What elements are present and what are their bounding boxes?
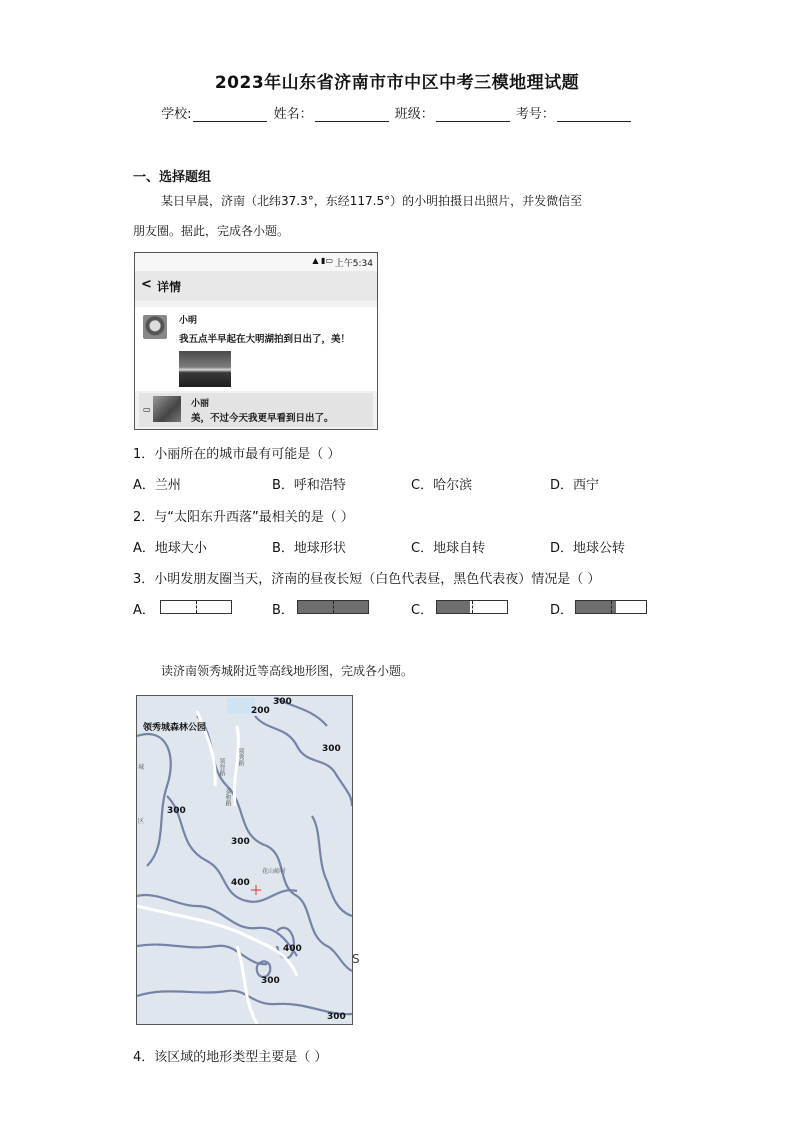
q3-option-b[interactable]: B． bbox=[272, 603, 294, 618]
school-label: 学校: bbox=[161, 107, 192, 122]
q1-option-b[interactable]: B．呼和浩特 bbox=[272, 478, 346, 493]
question-2-stem: 2．与“太阳东升西落”最相关的是（ ） bbox=[133, 510, 354, 525]
contour-label-300-corner: 300 bbox=[327, 1012, 346, 1022]
midline bbox=[333, 601, 334, 613]
night-fill bbox=[437, 601, 470, 613]
q3-bar-a bbox=[160, 600, 232, 614]
class-blank[interactable] bbox=[436, 109, 510, 122]
exam-title: 2023年山东省济南市市中区中考三模地理试题 bbox=[214, 73, 580, 93]
student-info-line bbox=[0, 103, 794, 122]
intro-line-1: 某日早晨，济南（北纬37.3°，东经117.5°）的小明拍摄日出照片，并发微信至 bbox=[161, 194, 583, 208]
q1-option-d[interactable]: D．西宁 bbox=[550, 478, 600, 493]
name-blank[interactable] bbox=[315, 109, 389, 122]
poster-name: 小明 bbox=[179, 316, 198, 326]
name-label: 姓名： bbox=[273, 107, 313, 122]
contour-label-300-low: 300 bbox=[261, 976, 280, 986]
q2-option-b[interactable]: B．地球形状 bbox=[272, 541, 346, 556]
intro-paragraph-2: 读济南领秀城附近等高线地形图，完成各小题。 bbox=[161, 664, 414, 678]
phone-status-bar bbox=[135, 253, 377, 271]
header-title: 详情 bbox=[157, 280, 182, 294]
phone-header bbox=[135, 271, 377, 301]
comment-text: 美，不过今天我更早看到日出了。 bbox=[191, 413, 334, 424]
contour-label-300-right: 300 bbox=[322, 744, 341, 754]
contour-map-figure bbox=[136, 695, 353, 1025]
road-label-3: 泰和路 bbox=[224, 788, 231, 806]
west-label-2: 区 bbox=[138, 818, 145, 825]
wechat-screenshot-figure bbox=[134, 252, 378, 430]
comment-icon: ▭ bbox=[143, 405, 151, 414]
contour-label-400-b: 400 bbox=[283, 944, 302, 954]
village-label: 花山峪村 bbox=[262, 868, 287, 875]
midline bbox=[196, 601, 197, 613]
contour-label-400-a: 400 bbox=[231, 878, 250, 888]
commenter-avatar bbox=[153, 396, 181, 422]
class-label: 班级： bbox=[394, 107, 434, 122]
poster-avatar bbox=[143, 315, 167, 339]
night-fill bbox=[576, 601, 616, 613]
road-label-1: 领秀路 bbox=[237, 748, 244, 766]
number-label: 考号： bbox=[515, 107, 555, 122]
signal-battery-icon: ▲ ▮▭ bbox=[312, 256, 333, 265]
q2-option-d[interactable]: D．地球公转 bbox=[550, 541, 626, 556]
moments-post bbox=[135, 307, 377, 391]
intro-line-2: 朋友圈。据此，完成各小题。 bbox=[133, 224, 290, 238]
q3-option-a[interactable]: A． bbox=[133, 603, 155, 618]
west-label-1: 城 bbox=[138, 764, 145, 771]
intro-paragraph-1 bbox=[133, 191, 673, 211]
q2-option-a[interactable]: A．地球大小 bbox=[133, 541, 207, 556]
midline bbox=[472, 601, 473, 613]
q3-option-c[interactable]: C． bbox=[411, 603, 434, 618]
question-3-stem: 3．小明发朋友圈当天，济南的昼夜长短（白色代表昼，黑色代表夜）情况是（ ） bbox=[133, 572, 601, 587]
q3-option-d[interactable]: D． bbox=[550, 603, 574, 618]
contour-label-200: 200 bbox=[251, 706, 270, 716]
q3-bar-d bbox=[575, 600, 647, 614]
road-label-2: 领智路 bbox=[218, 758, 225, 776]
contour-lines bbox=[137, 696, 352, 1024]
park-label: 领秀城森林公园 bbox=[143, 723, 207, 733]
school-blank[interactable] bbox=[193, 109, 267, 122]
contour-label-300-mid: 300 bbox=[231, 837, 250, 847]
contour-label-300-top: 300 bbox=[273, 697, 292, 707]
midline bbox=[611, 601, 612, 613]
comment-box bbox=[139, 393, 373, 427]
post-text: 我五点半早起在大明湖拍到日出了，美！ bbox=[179, 334, 351, 345]
q3-bar-c bbox=[436, 600, 508, 614]
status-time: 上午5:34 bbox=[334, 259, 373, 269]
number-blank[interactable] bbox=[557, 109, 631, 122]
q2-option-c[interactable]: C．地球自转 bbox=[411, 541, 486, 556]
q1-option-a[interactable]: A．兰州 bbox=[133, 478, 181, 493]
map-side-letter: S bbox=[352, 952, 360, 966]
q3-bar-b bbox=[297, 600, 369, 614]
commenter-name: 小丽 bbox=[191, 399, 210, 409]
q1-option-c[interactable]: C．哈尔滨 bbox=[411, 478, 473, 493]
contour-label-300-left: 300 bbox=[167, 806, 186, 816]
section-heading: 一、选择题组 bbox=[133, 170, 212, 185]
sunrise-photo bbox=[179, 351, 231, 387]
question-1-stem: 1．小丽所在的城市最有可能是（ ） bbox=[133, 447, 341, 462]
question-4-stem: 4．该区域的地形类型主要是（ ） bbox=[133, 1050, 328, 1065]
back-arrow-icon: < bbox=[141, 277, 152, 292]
